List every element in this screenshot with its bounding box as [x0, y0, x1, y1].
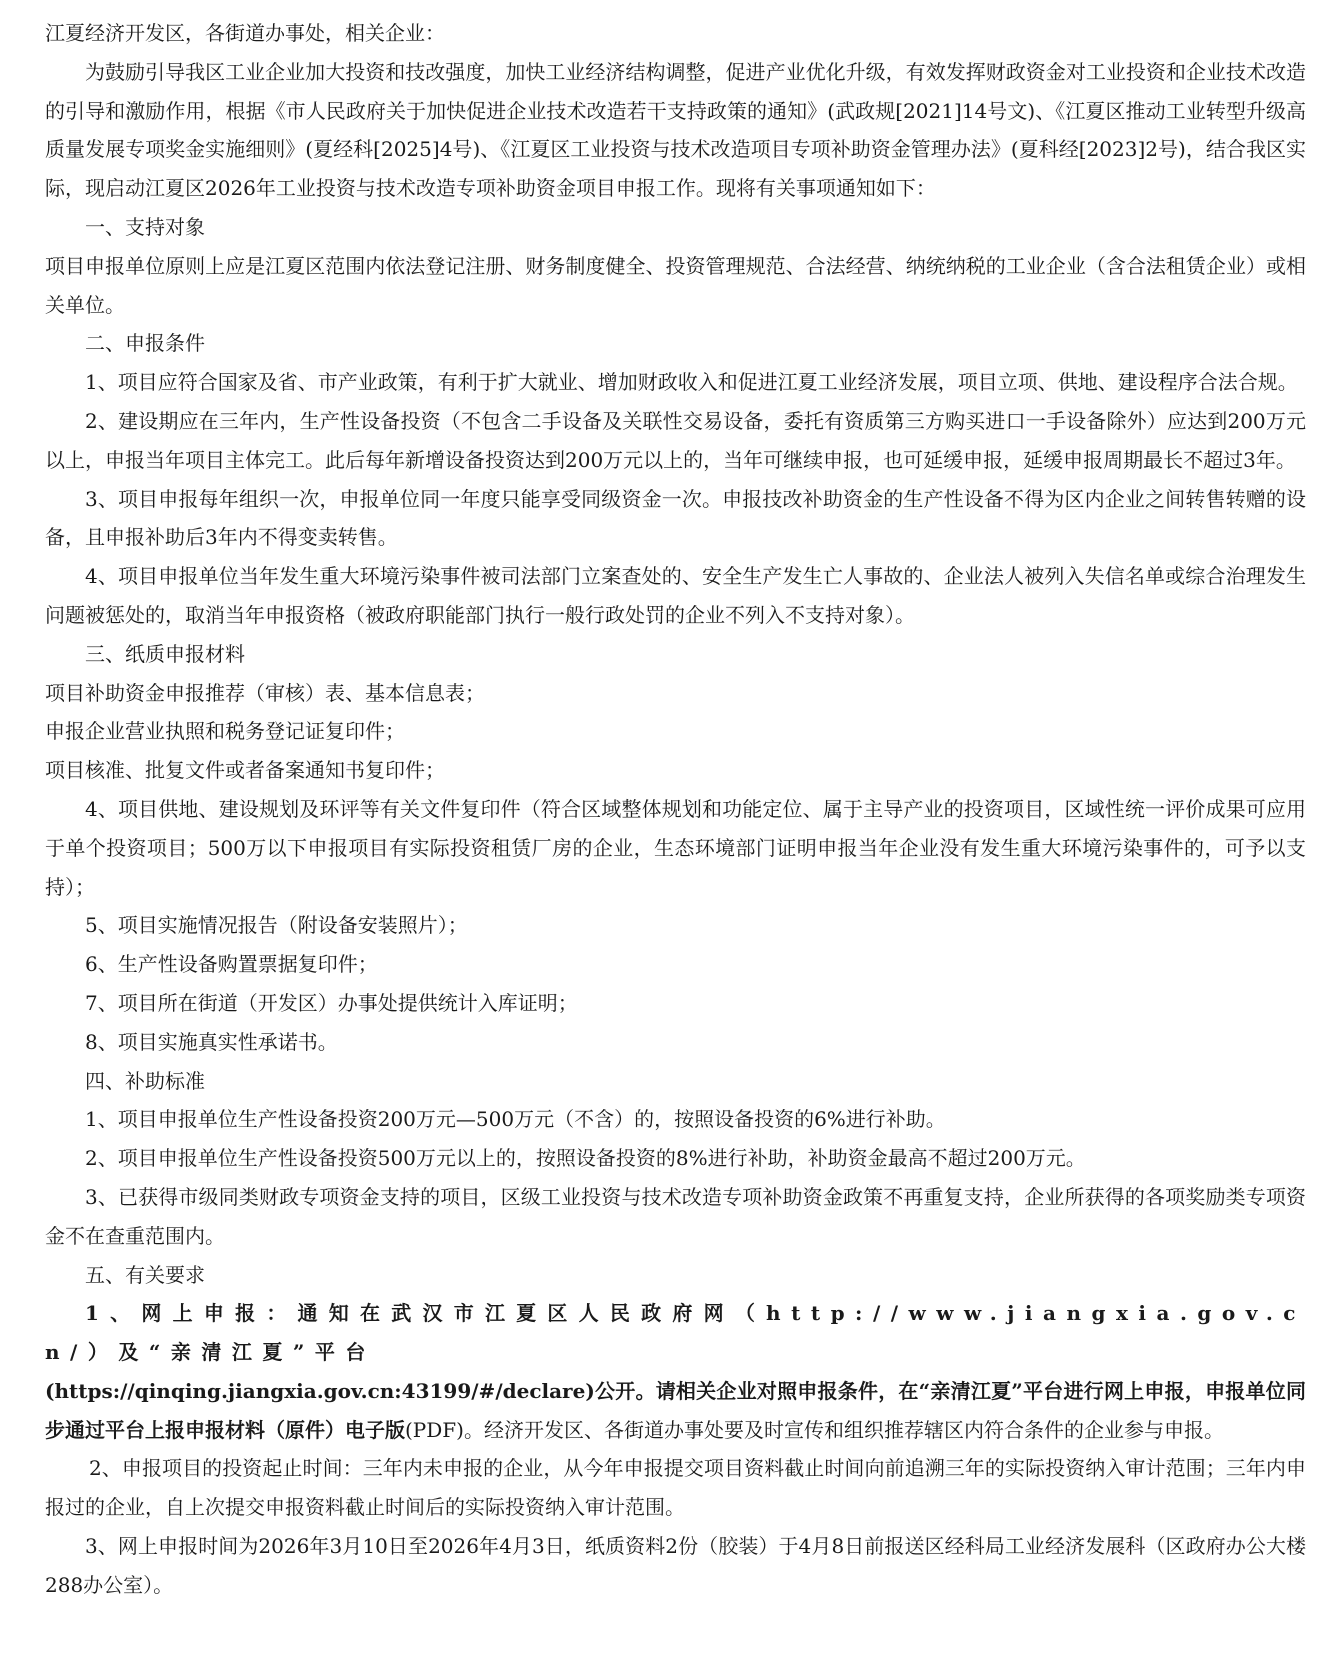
salutation: 江夏经济开发区，各街道办事处，相关企业： [45, 21, 445, 45]
section-5-item-1-tail: (PDF)。经济开发区、各街道办事处要及时宣传和组织推荐辖区内符合条件的企业参与申报。 [405, 1417, 1224, 1442]
section-3-item-8: 8、项目实施真实性承诺书。 [85, 1029, 338, 1054]
section-4-item-3: 3、已获得市级同类财政专项资金支持的项目，区级工业投资与技术改造专项补助资金政策不再重复支持，企业所获得的各项奖励类专项资金不在查重范围内。 [45, 1184, 1306, 1248]
section-3-item-4: 4、项目供地、建设规划及环评等有关文件复印件（符合区域整体规划和功能定位、属于主导产业的投资项目，区域性统一评价成果可应用于单个投资项目；500万以下申报项目有实际投资租赁厂房的企业，生态环境部门证明申报当年企业没有发生重大环境污染事件的，可予以支持）； [45, 796, 1306, 899]
section-2-item-4: 4、项目申报单位当年发生重大环境污染事件被司法部门立案查处的、安全生产发生亡人事故的、企业法人被列入失信名单或综合治理发生问题被惩处的，取消当年申报资格（被政府职能部门执行一般行政处罚的企业不列入不支持对象）。 [45, 564, 1306, 627]
intro-paragraph: 为鼓励引导我区工业企业加大投资和技改强度，加快工业经济结构调整，促进产业优化升级，有效发挥财政资金对工业投资和企业技术改造的引导和激励作用，根据《市人民政府关于加快促进企业技术改造若干支持政策的通知》(武政规[2021]14号文)、《江夏区推动工业转型升级高质量发展专项奖金实施细则》(夏经科[2025]4号)、《江夏区工业投资与技术改造项目专项补助资金管理办法》(夏科经[2023]2号)，结合我区实际，现启动江夏区2026年工业投资与技术改造专项补助资金项目申报工作。现将有关事项通知如下： [45, 59, 1306, 201]
section-5-item-1-rest: (https://qinqing.jiangxia.gov.cn:43199/#/declare)公开。请相关企业对照申报条件，在“亲清江夏”平台进行网上申报，申报单位同步通过平台上报申报材料（原件）电子版 [45, 1378, 1306, 1442]
section-3-item-1: 项目补助资金申报推荐（审核）表、基本信息表； [45, 680, 485, 705]
section-3-item-3: 项目核准、批复文件或者备案通知书复印件； [45, 758, 445, 783]
section-2-item-1: 1、项目应符合国家及省、市产业政策，有利于扩大就业、增加财政收入和促进江夏工业经济发展，项目立项、供地、建设程序合法合规。 [85, 370, 1298, 395]
section-5-item-2: 2、申报项目的投资起止时间：三年内未申报的企业，从今年申报提交项目资料截止时间向前追溯三年的实际投资纳入审计范围；三年内申报过的企业，自上次提交申报资料截止时间后的实际投资纳入审计范围。 [45, 1456, 1306, 1520]
section-2-title: 二、申报条件 [85, 331, 205, 356]
section-5-item-1-line-1: 1、网上申报：通知在武汉市江夏区人民政府网（http://www.jiangxia.gov.cn/）及“亲清江夏”平台 [45, 1301, 1306, 1365]
section-3-item-5: 5、项目实施情况报告（附设备安装照片）； [85, 913, 468, 938]
section-3-item-2: 申报企业营业执照和税务登记证复印件； [45, 719, 405, 744]
section-5-item-1-continued [45, 1372, 1306, 1450]
section-1-text: 项目申报单位原则上应是江夏区范围内依法登记注册、财务制度健全、投资管理规范、合法经营、纳统纳税的工业企业（含合法租赁企业）或相关单位。 [45, 253, 1306, 317]
section-5-item-3: 3、网上申报时间为2026年3月10日至2026年4月3日，纸质资料2份（胶装）于4月8日前报送区经科局工业经济发展科（区政府办公大楼288办公室）。 [45, 1534, 1306, 1597]
section-3-item-6: 6、生产性设备购置票据复印件； [85, 952, 378, 977]
section-3-title: 三、纸质申报材料 [85, 641, 245, 666]
section-3-item-7: 7、项目所在街道（开发区）办事处提供统计入库证明； [85, 990, 578, 1015]
section-4-item-1: 1、项目申报单位生产性设备投资200万元—500万元（不含）的，按照设备投资的6%进行补助。 [85, 1107, 946, 1132]
section-1-title: 一、支持对象 [85, 214, 205, 239]
section-4-title: 四、补助标准 [85, 1068, 205, 1093]
section-2-item-3: 3、项目申报每年组织一次，申报单位同一年度只能享受同级资金一次。申报技改补助资金的生产性设备不得为区内企业之间转售转赠的设备，且申报补助后3年内不得变卖转售。 [45, 486, 1306, 550]
section-2-item-2: 2、建设期应在三年内，生产性设备投资（不包含二手设备及关联性交易设备，委托有资质第三方购买进口一手设备除外）应达到200万元以上，申报当年项目主体完工。此后每年新增设备投资达到200万元以上的，当年可继续申报，也可延缓申报，延缓申报周期最长不超过3年。 [45, 408, 1306, 472]
section-4-item-2: 2、项目申报单位生产性设备投资500万元以上的，按照设备投资的8%进行补助，补助资金最高不超过200万元。 [85, 1146, 1086, 1171]
section-5-title: 五、有关要求 [85, 1262, 205, 1287]
